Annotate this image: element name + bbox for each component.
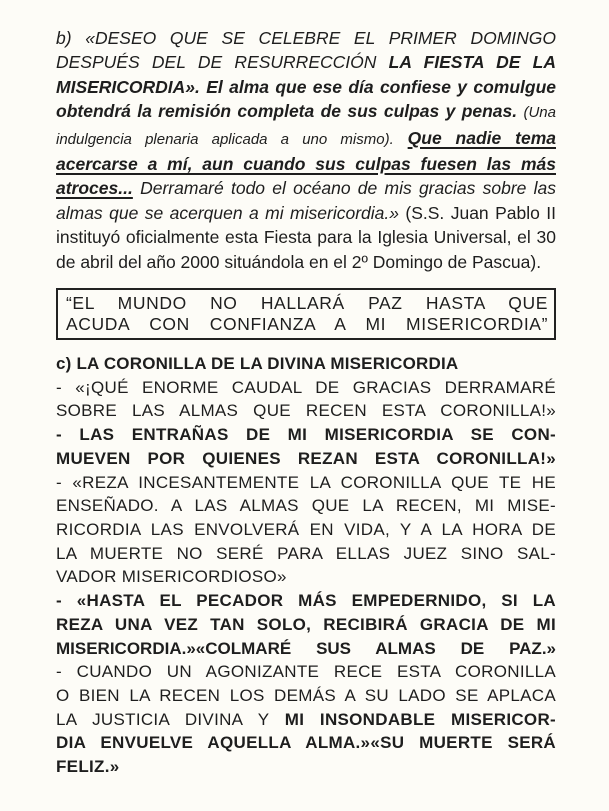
section-c-p5-line: O BIEN LA RECEN LOS DEMÁS A SU LADO SE APLACA (56, 685, 556, 705)
section-c-heading-line (56, 352, 556, 376)
section-c-p3-line: - «REZA INCESANTEMENTE LA CORONILLA QUE TE HE (56, 472, 556, 492)
section-b-indulgence-note: (Una indulgencia plenaria aplicada a uno mismo). (56, 104, 556, 148)
section-c-p4-line: - «HASTA EL PECADOR MÁS EMPEDERNIDO, SI LA (56, 591, 556, 611)
section-c-p5-line-3 (56, 708, 556, 732)
section-c-p5-line: - CUANDO UN AGONIZANTE RECE ESTA CORONILLA (56, 662, 556, 682)
section-c-p5-justice: LA JUSTICIA DIVINA Y (56, 709, 270, 729)
section-c-p3-line: LA MUERTE NO SERÉ PARA ELLAS JUEZ SINO SAL- (56, 543, 556, 563)
section-b-institution: (S.S. Juan Pablo II instituyó oficialmente esta Fiesta para la Iglesia Universal, el 30 de abril del año 2000 situándola en el 2º Domingo de Pascua). (56, 202, 556, 272)
section-c-p3-line: VADOR MISERICORDIOSO» (56, 567, 287, 587)
section-b (56, 26, 556, 274)
section-c-p5-line: FELIZ.» (56, 757, 120, 777)
section-b-promise: El alma que ese día confiese y comulgue obtendrá la remisión completa de sus culpas y penas. (56, 76, 556, 122)
section-c-p1-line: - «¡QUÉ ENORME CAUDAL DE GRACIAS DERRAMARÉ (56, 377, 556, 397)
section-c-p5-line: DIA ENVUELVE AQUELLA ALMA.»«SU MUERTE SERÁ (56, 733, 556, 753)
page (56, 26, 556, 779)
section-c-p2-line: - LAS ENTRAÑAS DE MI MISERICORDIA SE CON- (56, 425, 556, 445)
section-b-fear-not: Que nadie tema acercarse a mí, aun cuando sus culpas fuesen las más atroces... (56, 127, 556, 199)
section-c-heading: LA CORONILLA DE LA DIVINA MISERICORDIA (76, 354, 459, 374)
quote-box (56, 288, 556, 340)
section-b-ocean: Derramaré todo el océano de mis gracias sobre las almas que se acerquen a mi misericordia.» (56, 178, 556, 223)
section-c (56, 352, 556, 779)
section-b-feast: LA FIESTA DE LA MISERICORDIA». (56, 52, 556, 97)
section-c-p4-line: MISERICORDIA.»«COLMARÉ SUS ALMAS DE PAZ.» (56, 638, 556, 658)
quote-box-line-2: ACUDA CON CONFIANZA A MI MISERICORDIA” (66, 314, 548, 335)
section-b-label: b) (56, 28, 72, 48)
section-b-intro: «DESEO QUE SE CELEBRE EL PRIMER DOMINGO DESPUÉS DEL DE RESURRECCIÓN (56, 28, 556, 73)
section-c-p4-line: REZA UNA VEZ TAN SOLO, RECIBIRÁ GRACIA DE MI (56, 614, 556, 634)
section-c-p5-mercy: MI INSONDABLE MISERICOR- (284, 709, 556, 729)
quote-box-line-1: “EL MUNDO NO HALLARÁ PAZ HASTA QUE (66, 293, 548, 314)
section-c-label: c) (56, 354, 72, 374)
section-c-p3-line: RICORDIA LAS ENVOLVERÁ EN VIDA, Y A LA HORA DE (56, 519, 556, 539)
section-c-p3-line: ENSEÑADO. A LAS ALMAS QUE LA RECEN, MI MISE- (56, 496, 556, 516)
section-c-p1-line: SOBRE LAS ALMAS QUE RECEN ESTA CORONILLA!» (56, 401, 556, 421)
section-c-p2-line: MUEVEN POR QUIENES REZAN ESTA CORONILLA!» (56, 448, 556, 468)
